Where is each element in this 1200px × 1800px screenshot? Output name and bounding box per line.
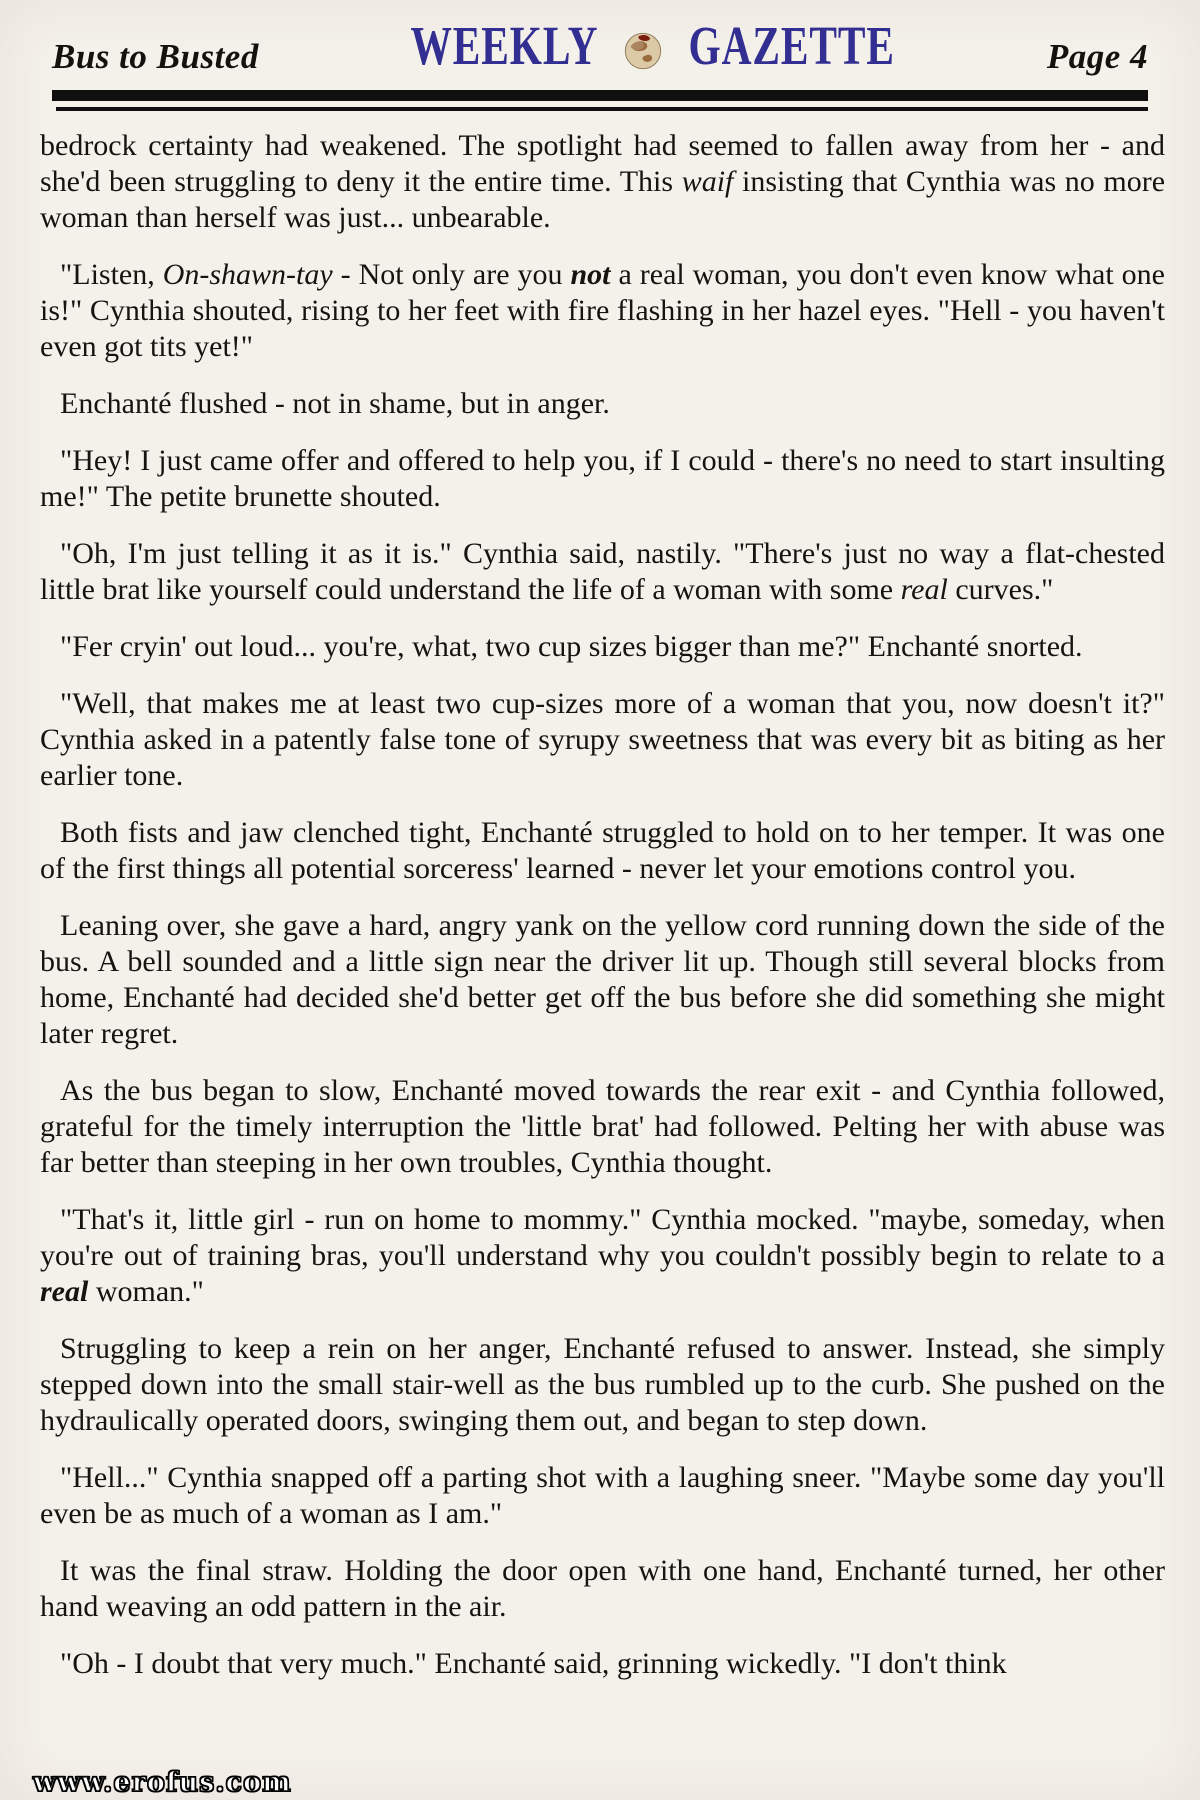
masthead-gazette: GAZETTE [688,14,895,76]
paragraph: "Oh - I doubt that very much." Enchanté said, grinning wickedly. "I don't think [60,1647,1007,1680]
paragraph: "Hey! I just came offer and offered to help you, if I could - there's no need to start insulting me!" The petite brunette shouted. [40,444,1165,513]
page-number: Page 4 [1046,37,1148,76]
masthead [400,14,906,77]
paragraph: "That's it, little girl - run on home to mommy." Cynthia mocked. "maybe, someday, when you're out of training bras, you'll understand why you couldn't possibly begin to relate to a real woman." [40,1203,1165,1308]
paragraph: "Fer cryin' out loud... you're, what, two cup sizes bigger than me?" Enchanté snorted. [60,630,1083,663]
article-body [40,128,1165,1682]
paragraph: Enchanté flushed - not in shame, but in anger. [60,387,610,420]
article-title: Bus to Busted [52,37,259,76]
masthead-weekly: WEEKLY [410,14,599,76]
paragraph: Both fists and jaw clenched tight, Enchanté struggled to hold on to her temper. It was one of the first things all potential sorceress' learned - never let your emotions control you. [40,816,1165,885]
header-rule-thin [56,107,1148,111]
paragraph: "Oh, I'm just telling it as it is." Cynthia said, nastily. "There's just no way a flat-chested little brat like yourself could understand the life of a woman with some real curves." [40,537,1165,606]
paragraph: Struggling to keep a rein on her anger, Enchanté refused to answer. Instead, she simply stepped down into the small stair-well as the bus rumbled up to the curb. She pushed on the hydraulically operated doors, swinging them out, and began to step down. [40,1332,1165,1437]
paragraph: "Well, that makes me at least two cup-sizes more of a woman that you, now doesn't it?" Cynthia asked in a patently false tone of syrupy sweetness that was every bit as biting as her earlier tone. [40,687,1165,792]
page-header [0,0,1200,77]
paragraph: "Listen, On-shawn-tay - Not only are you not a real woman, you don't even know what one is!" Cynthia shouted, rising to her feet with fire flashing in her hazel eyes. "Hell - you haven't even got tits yet!" [40,258,1165,363]
watermark: www.erofus.com [33,1767,292,1798]
paragraph: It was the final straw. Holding the door open with one hand, Enchanté turned, her other hand weaving an odd pattern in the air. [40,1554,1165,1623]
paragraph: "Hell..." Cynthia snapped off a parting shot with a laughing sneer. "Maybe some day you'll even be as much of a woman as I am." [40,1461,1165,1530]
globe-icon [624,32,662,70]
header-rule-thick [52,90,1148,101]
paragraph: Leaning over, she gave a hard, angry yank on the yellow cord running down the side of the bus. A bell sounded and a little sign near the driver lit up. Though still several blocks from home, Enchanté had decided she'd better get off the bus before she did something she might later regret. [40,909,1165,1050]
paragraph: As the bus began to slow, Enchanté moved towards the rear exit - and Cynthia followed, grateful for the timely interruption the 'little brat' had followed. Pelting her with abuse was far better than steeping in her own troubles, Cynthia thought. [40,1074,1165,1179]
paragraph: bedrock certainty had weakened. The spotlight had seemed to fallen away from her - and she'd been struggling to deny it the entire time. This waif insisting that Cynthia was no more woman than herself was just... unbearable. [40,129,1166,234]
